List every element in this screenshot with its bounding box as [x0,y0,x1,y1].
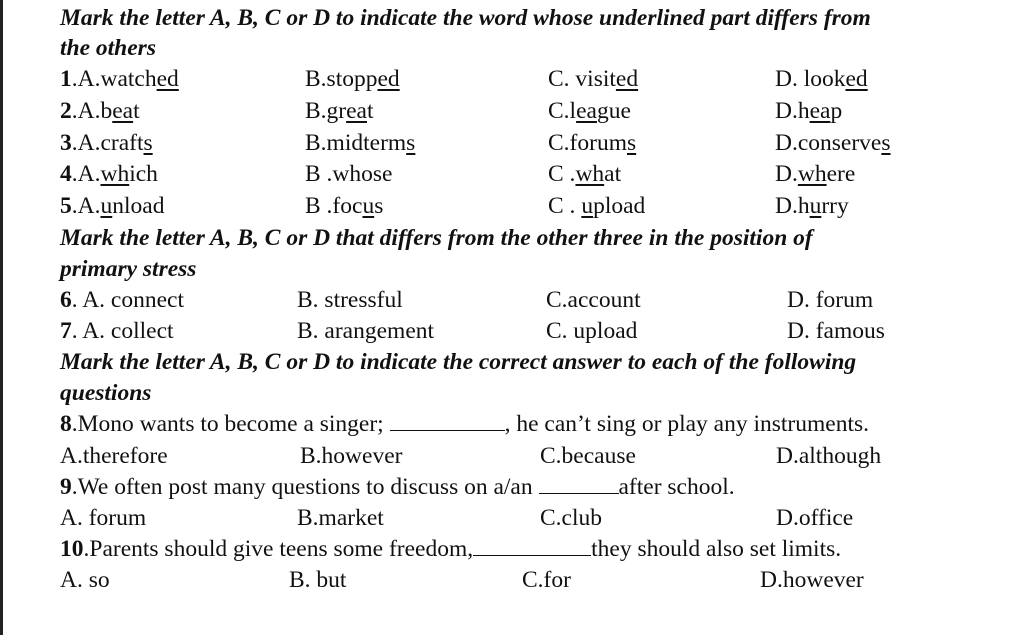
option-text: D. forum [787,287,874,313]
answer-option[interactable] [775,97,842,125]
underlined-part: ea [809,98,831,124]
answer-option[interactable] [540,442,636,470]
answer-option[interactable] [522,566,571,594]
answer-option[interactable] [546,286,641,314]
answer-blank [539,475,619,494]
option-text: C . [548,161,576,187]
question-number: 3 [60,130,72,156]
answer-option[interactable] [60,160,158,188]
option-text: .A. [71,161,101,187]
underlined-part: u [809,193,822,219]
section-instruction: questions [60,380,152,406]
question-stem [60,410,869,438]
answer-option[interactable] [297,286,403,314]
option-text: p [830,98,843,124]
underlined-part: s [626,130,637,156]
underlined-part: wh [797,161,827,187]
option-text: C.for [522,567,571,593]
question-number: 7 [60,318,72,344]
option-text: rry [821,193,849,219]
answer-option[interactable] [60,65,179,93]
option-text: D.conserve [775,130,882,156]
answer-option[interactable] [60,442,168,470]
option-text: ere [826,161,856,187]
option-text: ich [129,161,158,187]
question-text: .Mono wants to become a singer; [71,411,390,437]
option-text: nload [112,193,165,219]
question-stem [60,473,735,501]
underlined-part: ed [156,66,179,92]
option-text: D. look [775,66,846,92]
option-text: . A. connect [71,287,184,313]
option-text: pload [593,193,646,219]
underlined-part: ed [615,66,639,92]
answer-option[interactable] [760,566,864,594]
question-text: , he can’t sing or play any instruments. [504,411,869,437]
answer-option[interactable] [60,504,146,532]
answer-option[interactable] [297,317,434,345]
answer-option[interactable] [60,286,184,314]
answer-option[interactable] [60,566,110,594]
answer-option[interactable] [787,317,885,345]
option-text: B.gr [305,98,347,124]
answer-blank [473,537,591,556]
underlined-part: u [362,193,375,219]
option-text: A. so [60,567,110,593]
page-left-border [0,0,3,635]
option-text: t [133,98,140,124]
answer-option[interactable] [60,317,174,345]
question-number: 8 [60,411,72,437]
option-text: B. stressful [297,287,403,313]
option-text: D.office [776,505,854,531]
underlined-part: s [143,130,153,156]
answer-option[interactable] [60,192,164,220]
answer-option[interactable] [548,97,631,125]
answer-option[interactable] [775,65,868,93]
question-text: after school. [618,474,735,500]
answer-option[interactable] [305,97,374,125]
section-instruction: the others [60,35,156,61]
question-stem [60,535,841,563]
answer-option[interactable] [289,566,346,594]
option-text: D.h [775,98,810,124]
question-number: 9 [60,474,72,500]
option-text: s [374,193,384,219]
question-text: .We often post many questions to discuss on a/an [71,474,539,500]
section-instruction: Mark the letter A, B, C or D to indicate the word whose underlined part differs from [60,5,871,31]
question-number: 10 [60,536,84,562]
option-text: D.however [760,567,864,593]
option-text: B. arangement [297,318,435,344]
underlined-part: wh [575,161,605,187]
answer-option[interactable] [548,65,638,93]
underlined-part: ea [346,98,367,124]
answer-option[interactable] [776,504,853,532]
option-text: A. forum [60,505,147,531]
option-text: B .foc [305,193,363,219]
option-text: B .whose [305,161,393,187]
option-text: C.forum [548,130,627,156]
option-text: A.therefore [60,443,168,469]
answer-option[interactable] [787,286,873,314]
answer-option[interactable] [60,129,153,157]
underlined-part: ea [112,98,134,124]
underlined-part: ea [576,98,597,124]
answer-option[interactable] [776,442,881,470]
question-text: .Parents should give teens some freedom, [83,536,474,562]
answer-option[interactable] [775,129,891,157]
option-text: D.h [775,193,810,219]
question-number: 2 [60,98,72,124]
option-text: .A. [71,193,101,219]
answer-option[interactable] [548,192,645,220]
underlined-part: u [581,193,594,219]
option-text: D. [775,161,798,187]
option-text: .A.b [71,98,113,124]
option-text: at [604,161,622,187]
answer-option[interactable] [305,192,383,220]
option-text: C.account [546,287,641,313]
option-text: B.however [300,443,403,469]
answer-option[interactable] [775,160,855,188]
option-text: C . [548,193,582,219]
underlined-part: ed [377,66,400,92]
option-text: B.stopp [305,66,378,92]
section-instruction: Mark the letter A, B, C or D to indicate the correct answer to each of the following [60,349,857,375]
underlined-part: s [406,130,416,156]
answer-option[interactable] [297,504,384,532]
option-text: C. visit [548,66,616,92]
section-instruction: Mark the letter A, B, C or D that differs from the other three in the position of [60,225,813,251]
question-text: they should also set limits. [591,536,842,562]
option-text: gue [596,98,631,124]
underlined-part: s [881,130,891,156]
question-number: 1 [60,66,72,92]
option-text: C.because [540,443,636,469]
question-number: 4 [60,161,72,187]
answer-option[interactable] [546,317,637,345]
option-text: C. upload [546,318,638,344]
option-text: B. but [289,567,347,593]
answer-option[interactable] [305,65,400,93]
underlined-part: ed [845,66,868,92]
answer-option[interactable] [305,160,392,188]
option-text: .A.craft [71,130,144,156]
answer-option[interactable] [60,97,140,125]
answer-option[interactable] [548,129,636,157]
answer-option[interactable] [775,192,849,220]
option-text: D. famous [787,318,885,344]
answer-option[interactable] [548,160,621,188]
answer-option[interactable] [540,504,602,532]
option-text: B.midterm [305,130,407,156]
answer-option[interactable] [305,129,415,157]
answer-option[interactable] [300,442,402,470]
option-text: B.market [297,505,384,531]
option-text: C.l [548,98,577,124]
question-number: 5 [60,193,72,219]
option-text: t [367,98,374,124]
option-text: D.although [776,443,882,469]
option-text: C.club [540,505,603,531]
underlined-part: u [100,193,113,219]
underlined-part: wh [100,161,130,187]
answer-blank [390,412,505,431]
option-text: .A.watch [71,66,157,92]
question-number: 6 [60,287,72,313]
option-text: . A. collect [71,318,174,344]
section-instruction: primary stress [60,256,197,282]
